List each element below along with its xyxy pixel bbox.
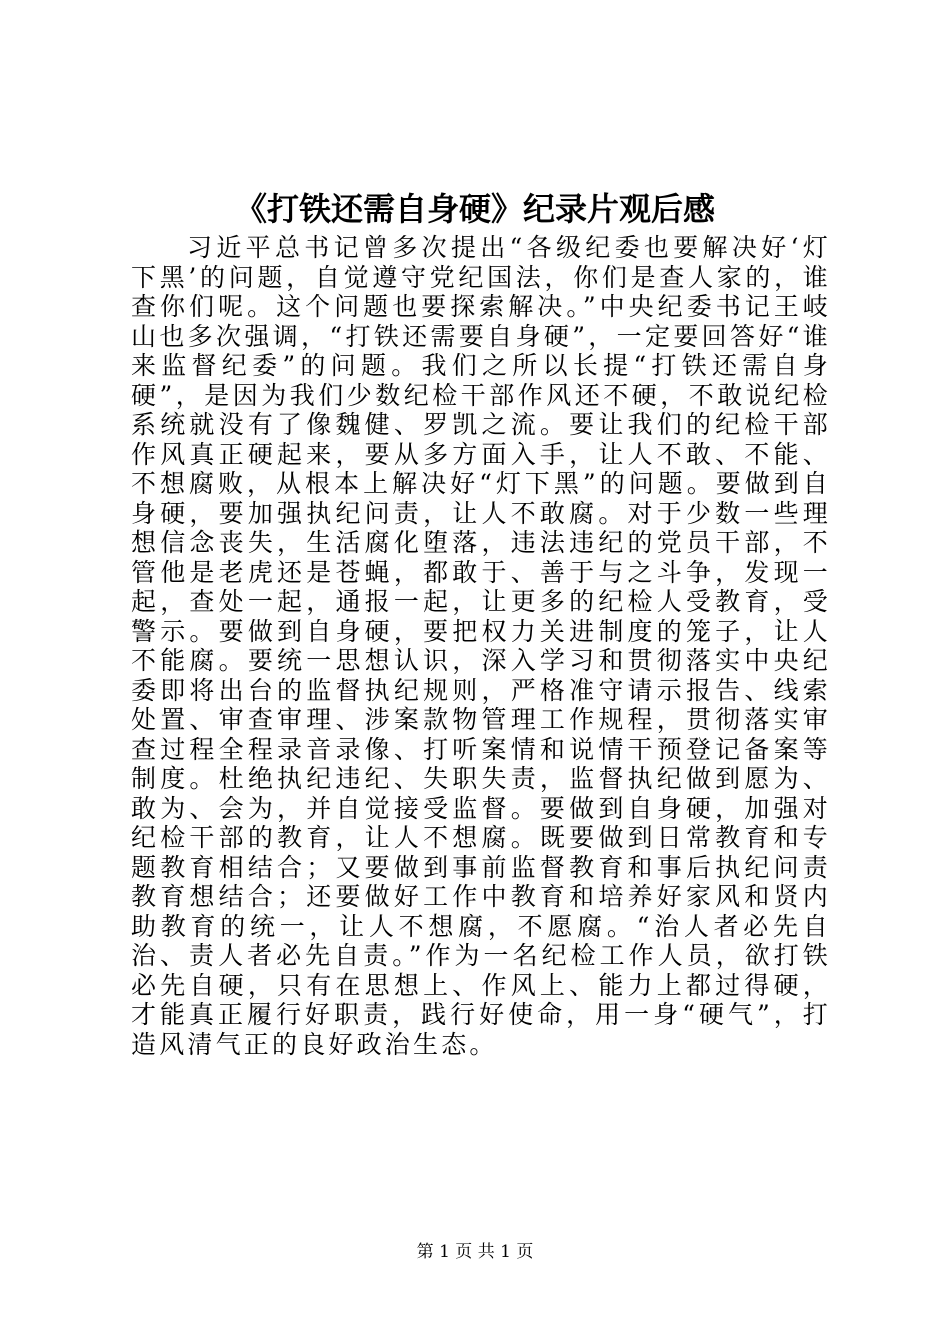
- page-footer: 第 1 页 共 1 页: [416, 1242, 534, 1262]
- document-title: 《打铁还需自身硬》纪录片观后感: [234, 190, 715, 228]
- document-body-paragraph: 习近平总书记曾多次提出“各级纪委也要解决好‘灯下黑’的问题，自觉遵守党纪国法，你们是查人家的，谁查你们呢。这个问题也要探索解决。”中央纪委书记王岐山也多次强调，“打铁还需要自身硬”，一定要回答好“谁来监督纪委”的问题。我们之所以长提“打铁还需自身硬”，是因为我们少数纪检干部作风还不硬，不敢说纪检系统就没有了像魏健、罗凯之流。要让我们的纪检干部作风真正硬起来，要从多方面入手，让人不敢、不能、不想腐败，从根本上解决好“灯下黑”的问题。要做到自身硬，要加强执纪问责，让人不敢腐。对于少数一些理想信念丧失，生活腐化堕落，违法违纪的党员干部，不管他是老虎还是苍蝇，都敢于、善于与之斗争，发现一起，查处一起，通报一起，让更多的纪检人受教育，受警示。要做到自身硬，要把权力关进制度的笼子，让人不能腐。要统一思想认识，深入学习和贯彻落实中央纪委即将出台的监督执纪规则，严格准守请示报告、线索处置、审查审理、涉案款物管理工作规程，贯彻落实审查过程全程录音录像、打听案情和说情干预登记备案等制度。杜绝执纪违纪、失职失责，监督执纪做到愿为、敢为、会为，并自觉接受监督。要做到自身硬，加强对纪检干部的教育，让人不想腐。既要做到日常教育和专题教育相结合；又要做到事前监督教育和事后执纪问责教育想结合；还要做好工作中教育和培养好家风和贤内助教育的统一，让人不想腐，不愿腐。“治人者必先自治、责人者必先自责。”作为一名纪检工作人员，欲打铁必先自硬，只有在思想上、作风上、能力上都过得硬，才能真正履行好职责，践行好使命，用一身“硬气”，打造风清气正的良好政治生态。: [131, 233, 831, 1059]
